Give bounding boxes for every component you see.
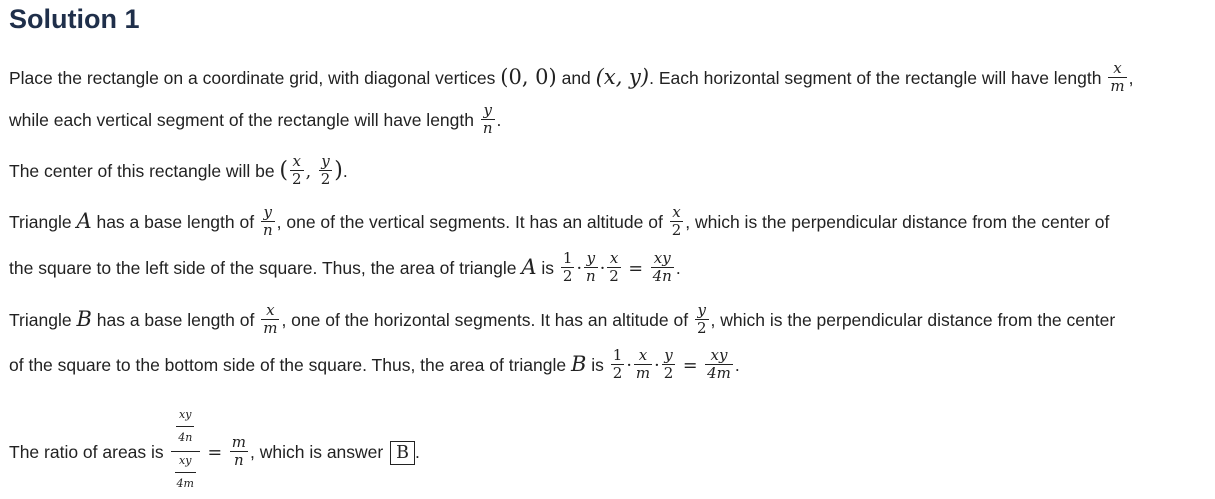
paragraph-line-6 (9, 301, 1116, 339)
text: The ratio of areas is (9, 442, 169, 463)
text: , one of the horizontal segments. It has an altitude of (281, 310, 693, 331)
text: , (1128, 68, 1134, 89)
paragraph-line-5 (9, 249, 681, 287)
text: of the square to the bottom side of the square. Thus, the area of triangle (9, 355, 571, 376)
fraction-y-over-2: $\frac{y}{2}$ (320, 152, 331, 188)
fraction-x-over-m: $\frac{x}{m}$ (263, 301, 278, 337)
fraction-x-over-2: $\frac{x}{2}$ (609, 249, 619, 285)
dot-operator: · (599, 259, 606, 280)
solution-title: Solution 1 (9, 4, 140, 34)
math-B: B (570, 352, 587, 377)
text: . (496, 110, 502, 131)
close-paren: ) (334, 157, 343, 183)
text: the square to the left side of the square. Thus, the area of triangle (9, 258, 522, 279)
text: Place the rectangle on a coordinate grid, with diagonal vertices (9, 68, 501, 89)
math-origin: (0, 0) (500, 65, 557, 90)
fraction-x-over-2: $\frac{x}{2}$ (292, 152, 302, 188)
fraction-x-over-2: $\frac{x}{2}$ (671, 203, 682, 239)
text: is (586, 355, 609, 376)
math-A: A (76, 209, 92, 234)
dot-operator: · (626, 356, 632, 377)
fraction-y-over-2: $\frac{y}{2}$ (696, 301, 707, 337)
text: The center of this rectangle will be (9, 161, 280, 182)
text: while each vertical segment of the rectangle will have length (9, 110, 479, 131)
text: . Each horizontal segment of the rectangle will have length (649, 68, 1107, 89)
dot-operator: · (576, 259, 583, 280)
fraction-y-over-n: $\frac{y}{n}$ (262, 203, 273, 239)
fraction-m-over-n: $\frac{m}{n}$ (231, 433, 246, 469)
equals-sign: = (622, 259, 649, 280)
math-B: B (76, 307, 92, 332)
text: . (734, 355, 740, 376)
fraction-y-over-2: $\frac{y}{2}$ (663, 346, 674, 382)
text: . (675, 258, 681, 279)
paragraph-line-8 (9, 408, 420, 499)
paragraph-line-3 (9, 152, 348, 190)
comma: , (305, 162, 317, 183)
fraction-y-over-n: $\frac{y}{n}$ (482, 101, 493, 137)
text: and (556, 68, 596, 89)
dot-operator: · (654, 356, 660, 377)
text: has a base length of (91, 310, 260, 331)
equals-sign: = (201, 443, 228, 464)
text: , which is the perpendicular distance from the center of (685, 212, 1110, 233)
text: . (414, 442, 420, 463)
answer-box: B (390, 441, 415, 465)
open-paren: ( (279, 157, 289, 183)
text: has a base length of (91, 212, 259, 233)
text: Triangle (9, 212, 77, 233)
fraction-y-over-n: $\frac{y}{n}$ (586, 249, 596, 285)
text: , which is answer (250, 442, 389, 463)
fraction-x-over-m: $\frac{x}{m}$ (635, 346, 651, 382)
fraction-1-over-2: $\frac{1}{2}$ (612, 346, 623, 382)
text: , one of the vertical segments. It has an altitude of (276, 212, 668, 233)
math-point-xy: (x, y) (595, 65, 650, 90)
equals-sign: = (677, 356, 704, 377)
text: . (342, 161, 348, 182)
fraction-1-over-2: $\frac{1}{2}$ (562, 249, 573, 285)
fraction-xy-over-4m: $\frac{xy}{4m}$ (707, 346, 731, 382)
text: Triangle (9, 310, 77, 331)
fraction-xy-over-4m: $\frac{xy}{4m}$ (175, 450, 196, 495)
fraction-x-over-m: $\frac{x}{m}$ (1110, 59, 1125, 95)
math-A: A (521, 255, 537, 280)
paragraph-line-1 (9, 59, 1134, 97)
fraction-xy-over-4n: $\frac{xy}{4n}$ (176, 404, 194, 449)
paragraph-line-4 (9, 203, 1110, 241)
text: is (536, 258, 559, 279)
paragraph-line-2 (9, 101, 502, 139)
ratio-complex-fraction (171, 406, 200, 497)
text: , which is the perpendicular distance from the center (710, 310, 1116, 331)
paragraph-line-7 (9, 346, 740, 384)
fraction-xy-over-4n: $\frac{xy}{4n}$ (652, 249, 672, 285)
